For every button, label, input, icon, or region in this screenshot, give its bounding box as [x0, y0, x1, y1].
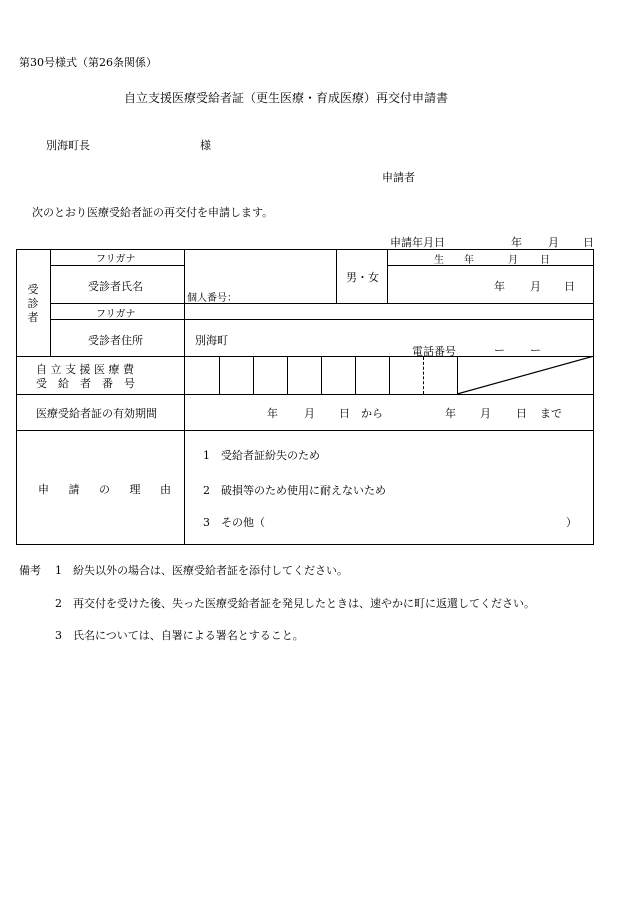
furigana-address-label: フリガナ — [96, 309, 136, 320]
name-label: 受診者氏名 — [88, 280, 143, 293]
furigana-label: フリガナ — [96, 254, 136, 265]
birth-month: 月 — [530, 280, 541, 293]
notes-heading: 備考 — [19, 564, 41, 577]
form-title: 自立支援医療受給者証（更生医療・育成医療）再交付申請書 — [124, 91, 449, 105]
addressee-name: 別海町長 — [46, 139, 90, 152]
application-date-year: 年 — [511, 236, 522, 249]
validity-to-month: 月 — [480, 407, 491, 420]
recipient-number-label-line1: 自 立 支 援 医 療 費 — [36, 363, 134, 376]
application-date-month: 月 — [548, 236, 559, 249]
intro-text: 次のとおり医療受給者証の再交付を申請します。 — [32, 206, 274, 219]
phone-label: 電話番号 — [412, 345, 456, 358]
birth-header-month: 月 — [508, 255, 518, 266]
birth-header-day: 日 — [540, 255, 550, 266]
reason-item-1: 1 受給者証紛失のため — [203, 449, 320, 462]
validity-to-year: 年 — [445, 407, 456, 420]
note-item-3: 3 氏名については、自署による署名とすること。 — [55, 629, 304, 642]
form-number: 第30号様式（第26条関係） — [19, 56, 157, 69]
birth-day: 日 — [564, 280, 575, 293]
gender-label: 男・女 — [346, 271, 379, 284]
validity-to-day: 日 — [516, 407, 527, 420]
reason-item-3-close: ） — [566, 516, 577, 529]
address-label: 受診者住所 — [88, 334, 143, 347]
note-item-2: 2 再交付を受けた後、失った医療受給者証を発見したときは、速やかに町に返還してください。 — [55, 597, 535, 610]
addressee-honorific: 様 — [200, 139, 211, 152]
validity-to-suffix: まで — [540, 407, 562, 420]
address-value: 別海町 — [195, 334, 228, 347]
reason-label: 申 請 の 理 由 — [38, 483, 171, 496]
reason-item-2: 2 破損等のため使用に耐えないため — [203, 484, 386, 497]
application-date-label: 申請年月日 — [390, 236, 445, 249]
validity-label: 医療受給者証の有効期間 — [36, 407, 157, 420]
birth-year: 年 — [494, 280, 505, 293]
validity-from-day: 日 — [339, 407, 350, 420]
individual-number-label: 個人番号： — [187, 293, 237, 304]
phone-separator-1: ー — [494, 344, 505, 357]
validity-from-year: 年 — [267, 407, 278, 420]
applicant-label: 申請者 — [382, 171, 415, 184]
application-date-day: 日 — [583, 236, 594, 249]
recipient-number-label-line2: 受 給 者 番 号 — [36, 377, 135, 390]
note-item-1: 1 紛失以外の場合は、医療受給者証を添付してください。 — [55, 564, 348, 577]
recipient-label: 受 診 者 — [27, 283, 39, 324]
diagonal-strike-mark — [457, 356, 594, 395]
phone-separator-2: ー — [530, 344, 541, 357]
birth-header-year: 生 年 — [434, 255, 474, 266]
validity-from-suffix: から — [361, 407, 383, 420]
reason-item-3: 3 その他（ — [203, 516, 265, 529]
validity-from-month: 月 — [304, 407, 315, 420]
